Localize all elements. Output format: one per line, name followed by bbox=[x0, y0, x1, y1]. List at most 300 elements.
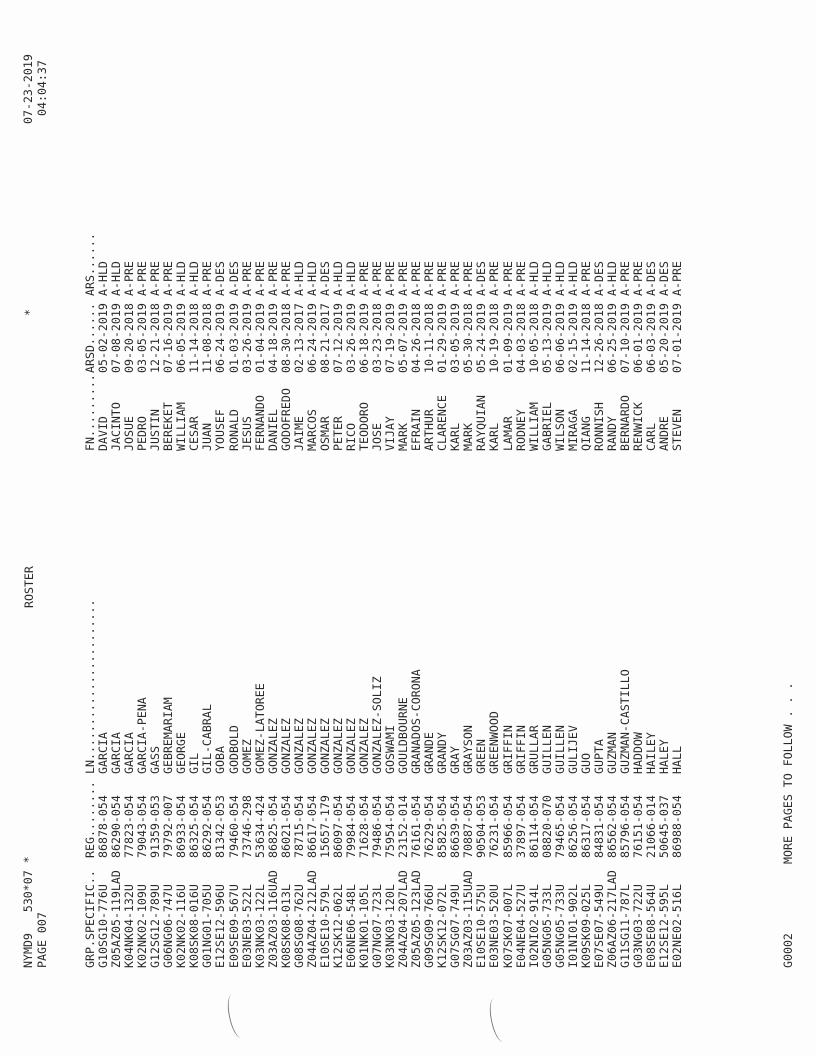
reg-cell: 90504-053 bbox=[474, 795, 489, 858]
specific-cell: Z04-212LAD bbox=[304, 870, 319, 940]
ars-cell: A-HLD bbox=[174, 261, 189, 296]
col-header-ars: ARS...... bbox=[83, 233, 97, 296]
arsd-cell: 07-10-2019 bbox=[617, 303, 632, 373]
reg-cell: 79486-054 bbox=[370, 795, 385, 858]
last-name-cell: GEORGE bbox=[174, 732, 189, 774]
ars-cell: A-HLD bbox=[526, 261, 541, 296]
arsd-cell: 09-20-2018 bbox=[122, 303, 137, 373]
arsd-cell: 01-09-2019 bbox=[500, 303, 515, 373]
table-row bbox=[304, 261, 319, 968]
specific-cell: E10-575U bbox=[474, 884, 489, 940]
specific-cell: G10-776U bbox=[96, 884, 111, 940]
arsd-cell: 04-18-2019 bbox=[265, 303, 280, 373]
grp-cell: I01N bbox=[565, 940, 580, 968]
reg-cell: 86292-054 bbox=[200, 795, 215, 858]
first-name-cell: WILSON bbox=[552, 409, 567, 451]
reg-cell: 79460-054 bbox=[226, 795, 241, 858]
grp-cell: K03N bbox=[383, 940, 398, 968]
first-name-cell: MIRAGA bbox=[565, 409, 580, 451]
specific-cell: K03-122L bbox=[252, 884, 267, 940]
arsd-cell: 10-11-2018 bbox=[422, 303, 437, 373]
last-name-cell: GONZALEZ bbox=[291, 718, 306, 774]
last-name-cell: GUILLEN bbox=[539, 725, 554, 774]
specific-cell: E09-567U bbox=[226, 884, 241, 940]
specific-cell: G09-766U bbox=[422, 884, 437, 940]
last-name-cell: GONZALEZ-SOLIZ bbox=[370, 676, 385, 774]
first-name-cell: RODNEY bbox=[513, 409, 528, 451]
first-name-cell: CARL bbox=[644, 423, 659, 451]
first-name-cell: BERNARDO bbox=[617, 395, 632, 451]
arsd-cell: 08-30-2018 bbox=[278, 303, 293, 373]
ars-cell: A-PRE bbox=[513, 261, 528, 296]
grp-cell: G11S bbox=[617, 940, 632, 968]
grp-cell: G10S bbox=[96, 940, 111, 968]
grp-cell: E08S bbox=[644, 940, 659, 968]
col-header-fn: FN......... bbox=[83, 374, 97, 451]
reg-cell: 85966-054 bbox=[500, 795, 515, 858]
last-name-cell: GREENWOOD bbox=[487, 711, 502, 774]
table-row bbox=[539, 261, 554, 968]
specific-cell: G11-787L bbox=[617, 884, 632, 940]
arsd-cell: 11-08-2018 bbox=[200, 303, 215, 373]
reg-cell: 86878-054 bbox=[96, 795, 111, 858]
specific-cell: K01-105L bbox=[356, 884, 371, 940]
reg-cell: 86933-054 bbox=[174, 795, 189, 858]
arsd-cell: 04-03-2018 bbox=[513, 303, 528, 373]
report-title: ROSTER bbox=[22, 566, 36, 608]
specific-cell: E04-527U bbox=[513, 884, 528, 940]
table-row bbox=[213, 261, 228, 968]
grp-cell: E03N bbox=[487, 940, 502, 968]
first-name-cell: STEVEN bbox=[670, 409, 685, 451]
ars-cell: A-HLD bbox=[565, 261, 580, 296]
reg-cell: 76231-054 bbox=[487, 795, 502, 858]
specific-cell: K08-013L bbox=[278, 884, 293, 940]
ars-cell: A-PRE bbox=[630, 261, 645, 296]
page-number: PAGE 007 bbox=[34, 912, 49, 968]
last-name-cell: GRULLAR bbox=[526, 725, 541, 774]
last-name-cell: GRANDE bbox=[422, 732, 437, 774]
specific-cell: Z05-119LAD bbox=[109, 870, 124, 940]
specific-cell: K08-016U bbox=[187, 884, 202, 940]
last-name-cell: GRANADOS-CORONA bbox=[409, 669, 424, 774]
reg-cell: 50645-037 bbox=[657, 795, 672, 858]
arsd-cell: 05-24-2019 bbox=[474, 303, 489, 373]
specific-cell: K03-120L bbox=[383, 884, 398, 940]
specific-cell: Z03-116UAD bbox=[265, 870, 280, 940]
first-name-cell: MARK bbox=[396, 423, 411, 451]
last-name-cell: GOMEZ bbox=[239, 739, 254, 774]
grp-cell: E04N bbox=[513, 940, 528, 968]
arsd-cell: 04-26-2018 bbox=[409, 303, 424, 373]
grp-cell: Z05A bbox=[409, 940, 424, 968]
grp-cell: Z06A bbox=[604, 940, 619, 968]
last-name-cell: GUO bbox=[578, 753, 593, 774]
ars-cell: A-PRE bbox=[435, 261, 450, 296]
report-datetime bbox=[22, 54, 49, 124]
reg-cell: 79792-007 bbox=[161, 795, 176, 858]
last-name-cell: GUILLEN bbox=[552, 725, 567, 774]
header-star: * bbox=[22, 309, 36, 316]
ars-cell: A-PRE bbox=[252, 261, 267, 296]
ars-cell: A-HLD bbox=[96, 261, 111, 296]
reg-cell: 79043-054 bbox=[135, 795, 150, 858]
grp-cell: G12S bbox=[148, 940, 163, 968]
table-row bbox=[252, 261, 267, 968]
specific-cell: K09-025L bbox=[578, 884, 593, 940]
last-name-cell: GOBA bbox=[213, 746, 228, 774]
table-row bbox=[278, 261, 293, 968]
ars-cell: A-PRE bbox=[422, 261, 437, 296]
arsd-cell: 06-24-2019 bbox=[213, 303, 228, 373]
first-name-cell: WILLIAM bbox=[174, 402, 189, 451]
reg-cell: 86097-054 bbox=[330, 795, 345, 858]
last-name-cell: GULIJEV bbox=[565, 725, 580, 774]
grp-cell: E03N bbox=[239, 940, 254, 968]
first-name-cell: JUAN bbox=[200, 423, 215, 451]
last-name-cell: GARCIA bbox=[96, 732, 111, 774]
arsd-cell: 05-30-2018 bbox=[461, 303, 476, 373]
table-row bbox=[513, 261, 528, 968]
arsd-cell: 11-14-2018 bbox=[578, 303, 593, 373]
arsd-cell: 06-05-2019 bbox=[174, 303, 189, 373]
reg-cell: 71628-054 bbox=[356, 795, 371, 858]
last-name-cell: GOMEZ-LATOREE bbox=[252, 683, 267, 774]
table-row bbox=[500, 261, 515, 968]
specific-cell: G01-705U bbox=[200, 884, 215, 940]
ars-cell: A-DES bbox=[644, 261, 659, 296]
last-name-cell: GODBOLD bbox=[226, 725, 241, 774]
grp-cell: G07N bbox=[370, 940, 385, 968]
reg-cell: 85825-054 bbox=[435, 795, 450, 858]
last-name-cell: GONZALEZ bbox=[304, 718, 319, 774]
grp-cell: K08S bbox=[278, 940, 293, 968]
ars-cell: A-PRE bbox=[370, 261, 385, 296]
reg-cell: 86325-054 bbox=[187, 795, 202, 858]
grp-cell: Z03A bbox=[461, 940, 476, 968]
arsd-cell: 03-23-2018 bbox=[370, 303, 385, 373]
last-name-cell: GARCIA-PENA bbox=[135, 697, 150, 774]
grp-cell: K01N bbox=[356, 940, 371, 968]
grp-cell: Z05A bbox=[109, 940, 124, 968]
arsd-cell: 02-15-2019 bbox=[565, 303, 580, 373]
table-row bbox=[617, 261, 632, 968]
grp-cell: E10S bbox=[474, 940, 489, 968]
reg-cell: 70887-054 bbox=[461, 795, 476, 858]
ars-cell: A-PRE bbox=[161, 261, 176, 296]
first-name-cell: ARTHUR bbox=[422, 409, 437, 451]
arsd-cell: 03-05-2019 bbox=[448, 303, 463, 373]
grp-cell: I02N bbox=[526, 940, 541, 968]
specific-cell: Z06-217LAD bbox=[604, 870, 619, 940]
table-row bbox=[552, 261, 567, 968]
ars-cell: A-PRE bbox=[448, 261, 463, 296]
report-id: NYMD9 530*07 * bbox=[21, 856, 35, 968]
specific-cell: K12-072L bbox=[435, 884, 450, 940]
footer-more-pages: MORE PAGES TO FOLLOW . . . bbox=[781, 682, 795, 864]
ars-cell: A-HLD bbox=[343, 261, 358, 296]
ars-cell: A-HLD bbox=[291, 261, 306, 296]
specific-cell: I01-902L bbox=[565, 884, 580, 940]
grp-cell: K02N bbox=[174, 940, 189, 968]
reg-cell: 79984-054 bbox=[343, 795, 358, 858]
arsd-cell: 03-26-2019 bbox=[239, 303, 254, 373]
ars-cell: A-HLD bbox=[109, 261, 124, 296]
first-name-cell: QIANG bbox=[578, 416, 593, 451]
first-name-cell: KARL bbox=[448, 423, 463, 451]
reg-cell: 37897-054 bbox=[513, 795, 528, 858]
arsd-cell: 06-03-2019 bbox=[644, 303, 659, 373]
reg-cell: 21066-014 bbox=[644, 795, 659, 858]
specific-cell: K02-116U bbox=[174, 884, 189, 940]
reg-cell: 91359-053 bbox=[148, 795, 163, 858]
last-name-cell: HALL bbox=[670, 746, 685, 774]
reg-cell: 84831-054 bbox=[591, 795, 606, 858]
grp-cell: K07S bbox=[500, 940, 515, 968]
first-name-cell: JOSE bbox=[370, 423, 385, 451]
grp-cell: K04N bbox=[122, 940, 137, 968]
col-header-arsd: ARSD...... bbox=[83, 303, 97, 373]
ars-cell: A-PRE bbox=[409, 261, 424, 296]
reg-cell: 86988-054 bbox=[670, 795, 685, 858]
table-row bbox=[487, 261, 502, 968]
col-header-grp: GRP. bbox=[83, 940, 97, 968]
arsd-cell: 07-12-2019 bbox=[330, 303, 345, 373]
report-id-block bbox=[22, 856, 49, 968]
ars-cell: A-HLD bbox=[330, 261, 345, 296]
ars-cell: A-DES bbox=[317, 261, 332, 296]
last-name-cell: GOULDBOURNE bbox=[396, 697, 411, 774]
ars-cell: A-PRE bbox=[670, 261, 685, 296]
table-row bbox=[330, 261, 345, 968]
ars-cell: A-DES bbox=[213, 261, 228, 296]
ars-cell: A-HLD bbox=[187, 261, 202, 296]
arsd-cell: 05-02-2019 bbox=[96, 303, 111, 373]
report-date: 07-23-2019 bbox=[21, 54, 35, 124]
ars-cell: A-PRE bbox=[239, 261, 254, 296]
arsd-cell: 10-19-2018 bbox=[487, 303, 502, 373]
specific-cell: E08-564U bbox=[644, 884, 659, 940]
arsd-cell: 01-04-2019 bbox=[252, 303, 267, 373]
last-name-cell: GREEN bbox=[474, 739, 489, 774]
ars-cell: A-DES bbox=[474, 261, 489, 296]
grp-cell: K02N bbox=[135, 940, 150, 968]
first-name-cell: JESUS bbox=[239, 416, 254, 451]
specific-cell: K02-109U bbox=[135, 884, 150, 940]
reg-cell: 85796-054 bbox=[617, 795, 632, 858]
first-name-cell: GABRIEL bbox=[539, 402, 554, 451]
first-name-cell: DANIEL bbox=[265, 409, 280, 451]
table-row bbox=[526, 261, 541, 968]
table-row bbox=[670, 261, 685, 968]
ars-cell: A-PRE bbox=[461, 261, 476, 296]
first-name-cell: JACINTO bbox=[109, 402, 124, 451]
specific-cell: E12-595L bbox=[657, 884, 672, 940]
grp-cell: E09S bbox=[226, 940, 241, 968]
grp-cell: E06N bbox=[343, 940, 358, 968]
ars-cell: A-PRE bbox=[356, 261, 371, 296]
arsd-cell: 11-14-2018 bbox=[187, 303, 202, 373]
grp-cell: G07S bbox=[448, 940, 463, 968]
arsd-cell: 06-18-2019 bbox=[356, 303, 371, 373]
reg-cell: 86114-054 bbox=[526, 795, 541, 858]
arsd-cell: 06-06-2019 bbox=[552, 303, 567, 373]
ars-cell: A-PRE bbox=[383, 261, 398, 296]
grp-cell: Z04A bbox=[304, 940, 319, 968]
specific-cell: E12-596U bbox=[213, 884, 228, 940]
report-time: 04:04:37 bbox=[34, 60, 49, 116]
grp-cell: G05N bbox=[539, 940, 554, 968]
first-name-cell: BEREKET bbox=[161, 402, 176, 451]
first-name-cell: GODOFREDO bbox=[278, 388, 293, 451]
grp-cell: G08S bbox=[291, 940, 306, 968]
specific-cell: E02-516L bbox=[670, 884, 685, 940]
arsd-cell: 06-01-2019 bbox=[630, 303, 645, 373]
arsd-cell: 07-19-2019 bbox=[383, 303, 398, 373]
ars-cell: A-PRE bbox=[487, 261, 502, 296]
specific-cell: E07-549U bbox=[591, 884, 606, 940]
first-name-cell: PETER bbox=[330, 416, 345, 451]
grp-cell: Z03A bbox=[265, 940, 280, 968]
reg-cell: 75954-054 bbox=[383, 795, 398, 858]
grp-cell: G06N bbox=[161, 940, 176, 968]
reg-cell: 15657-179 bbox=[317, 795, 332, 858]
reg-cell: 76151-054 bbox=[630, 795, 645, 858]
reg-cell: 86639-054 bbox=[448, 795, 463, 858]
specific-cell: Z03-115UAD bbox=[461, 870, 476, 940]
first-name-cell: RANDY bbox=[604, 416, 619, 451]
last-name-cell: GONZALEZ bbox=[330, 718, 345, 774]
first-name-cell: JOSUE bbox=[122, 416, 137, 451]
grp-cell: E12S bbox=[213, 940, 228, 968]
first-name-cell: KARL bbox=[487, 423, 502, 451]
specific-cell: I02-914L bbox=[526, 884, 541, 940]
first-name-cell: WILLIAM bbox=[526, 402, 541, 451]
first-name-cell: ANDRE bbox=[657, 416, 672, 451]
arsd-cell: 03-05-2019 bbox=[135, 303, 150, 373]
grp-cell: Z04A bbox=[396, 940, 411, 968]
ars-cell: A-PRE bbox=[135, 261, 150, 296]
last-name-cell: GRIFFIN bbox=[500, 725, 515, 774]
ars-cell: A-HLD bbox=[539, 261, 554, 296]
table-row bbox=[604, 261, 619, 968]
roster-table bbox=[83, 233, 685, 968]
grp-cell: G03N bbox=[630, 940, 645, 968]
last-name-cell: GRAY bbox=[448, 746, 463, 774]
last-name-cell: GASS bbox=[148, 746, 163, 774]
ars-cell: A-DES bbox=[226, 261, 241, 296]
reg-cell: 86256-054 bbox=[565, 795, 580, 858]
arsd-cell: 05-13-2019 bbox=[539, 303, 554, 373]
arsd-cell: 05-07-2019 bbox=[396, 303, 411, 373]
reg-cell: 86317-054 bbox=[578, 795, 593, 858]
grp-cell: K08S bbox=[187, 940, 202, 968]
reg-cell: 23152-014 bbox=[396, 795, 411, 858]
arsd-cell: 12-21-2018 bbox=[148, 303, 163, 373]
last-name-cell: GONZALEZ bbox=[356, 718, 371, 774]
last-name-cell: HAILEY bbox=[644, 732, 659, 774]
first-name-cell: FERNANDO bbox=[252, 395, 267, 451]
specific-cell: K07-007L bbox=[500, 884, 515, 940]
first-name-cell: MARCOS bbox=[304, 409, 319, 451]
reg-cell: 79465-054 bbox=[552, 795, 567, 858]
grp-cell: K03N bbox=[252, 940, 267, 968]
arsd-cell: 12-26-2018 bbox=[591, 303, 606, 373]
arsd-cell: 01-03-2019 bbox=[226, 303, 241, 373]
last-name-cell: GIL-CABRAL bbox=[200, 704, 215, 774]
specific-cell: E10-579L bbox=[317, 884, 332, 940]
specific-cell: G12-789U bbox=[148, 884, 163, 940]
ars-cell: A-PRE bbox=[265, 261, 280, 296]
arsd-cell: 05-20-2019 bbox=[657, 303, 672, 373]
first-name-cell: LAMAR bbox=[500, 416, 515, 451]
first-name-cell: JAIME bbox=[291, 416, 306, 451]
table-row bbox=[317, 261, 332, 968]
reg-cell: 76161-054 bbox=[409, 795, 424, 858]
first-name-cell: RICO bbox=[343, 423, 358, 451]
last-name-cell: GRAYSON bbox=[461, 725, 476, 774]
reg-cell: 08820-070 bbox=[539, 795, 554, 858]
specific-cell: Z04-207LAD bbox=[396, 870, 411, 940]
reg-cell: 86825-054 bbox=[265, 795, 280, 858]
first-name-cell: JUSTIN bbox=[148, 409, 163, 451]
col-header-reg: REG........ bbox=[83, 781, 97, 858]
last-name-cell: GARCIA bbox=[122, 732, 137, 774]
ars-cell: A-PRE bbox=[200, 261, 215, 296]
grp-cell: E07S bbox=[591, 940, 606, 968]
first-name-cell: OSMAR bbox=[317, 416, 332, 451]
reg-cell: 77823-054 bbox=[122, 795, 137, 858]
footer-code: G0002 bbox=[781, 933, 795, 968]
last-name-cell: GONZALEZ bbox=[265, 718, 280, 774]
grp-cell: E10S bbox=[317, 940, 332, 968]
last-name-cell: HALEY bbox=[657, 739, 672, 774]
specific-cell: G07-723L bbox=[370, 884, 385, 940]
col-header-ln: LN....................... bbox=[83, 599, 97, 774]
ars-cell: A-DES bbox=[591, 261, 606, 296]
table-row bbox=[226, 261, 241, 968]
table-row bbox=[591, 261, 606, 968]
first-name-cell: MARK bbox=[461, 423, 476, 451]
first-name-cell: RAYQUIAN bbox=[474, 395, 489, 451]
last-name-cell: GRIFFIN bbox=[513, 725, 528, 774]
arsd-cell: 02-13-2017 bbox=[291, 303, 306, 373]
table-row bbox=[239, 261, 254, 968]
col-header-specific: SPECIFIC.. bbox=[83, 870, 97, 940]
table-row bbox=[565, 261, 580, 968]
ars-cell: A-PRE bbox=[500, 261, 515, 296]
last-name-cell: GARCIA bbox=[109, 732, 124, 774]
grp-cell: K09S bbox=[578, 940, 593, 968]
last-name-cell: GUZMAN-CASTILLO bbox=[617, 669, 632, 774]
grp-cell: E12S bbox=[657, 940, 672, 968]
ars-cell: A-PRE bbox=[148, 261, 163, 296]
first-name-cell: EFRAIN bbox=[409, 409, 424, 451]
specific-cell: G03-722U bbox=[630, 884, 645, 940]
first-name-cell: RONALD bbox=[226, 409, 241, 451]
first-name-cell: RONNISH bbox=[591, 402, 606, 451]
specific-cell: K12-062L bbox=[330, 884, 345, 940]
ars-cell: A-HLD bbox=[552, 261, 567, 296]
reg-cell: 86021-054 bbox=[278, 795, 293, 858]
specific-cell: Z05-123LAD bbox=[409, 870, 424, 940]
specific-cell: G06-747U bbox=[161, 884, 176, 940]
first-name-cell: RENWICK bbox=[630, 402, 645, 451]
specific-cell: K04-132U bbox=[122, 884, 137, 940]
ars-cell: A-PRE bbox=[617, 261, 632, 296]
arsd-cell: 10-05-2018 bbox=[526, 303, 541, 373]
arsd-cell: 03-26-2019 bbox=[343, 303, 358, 373]
